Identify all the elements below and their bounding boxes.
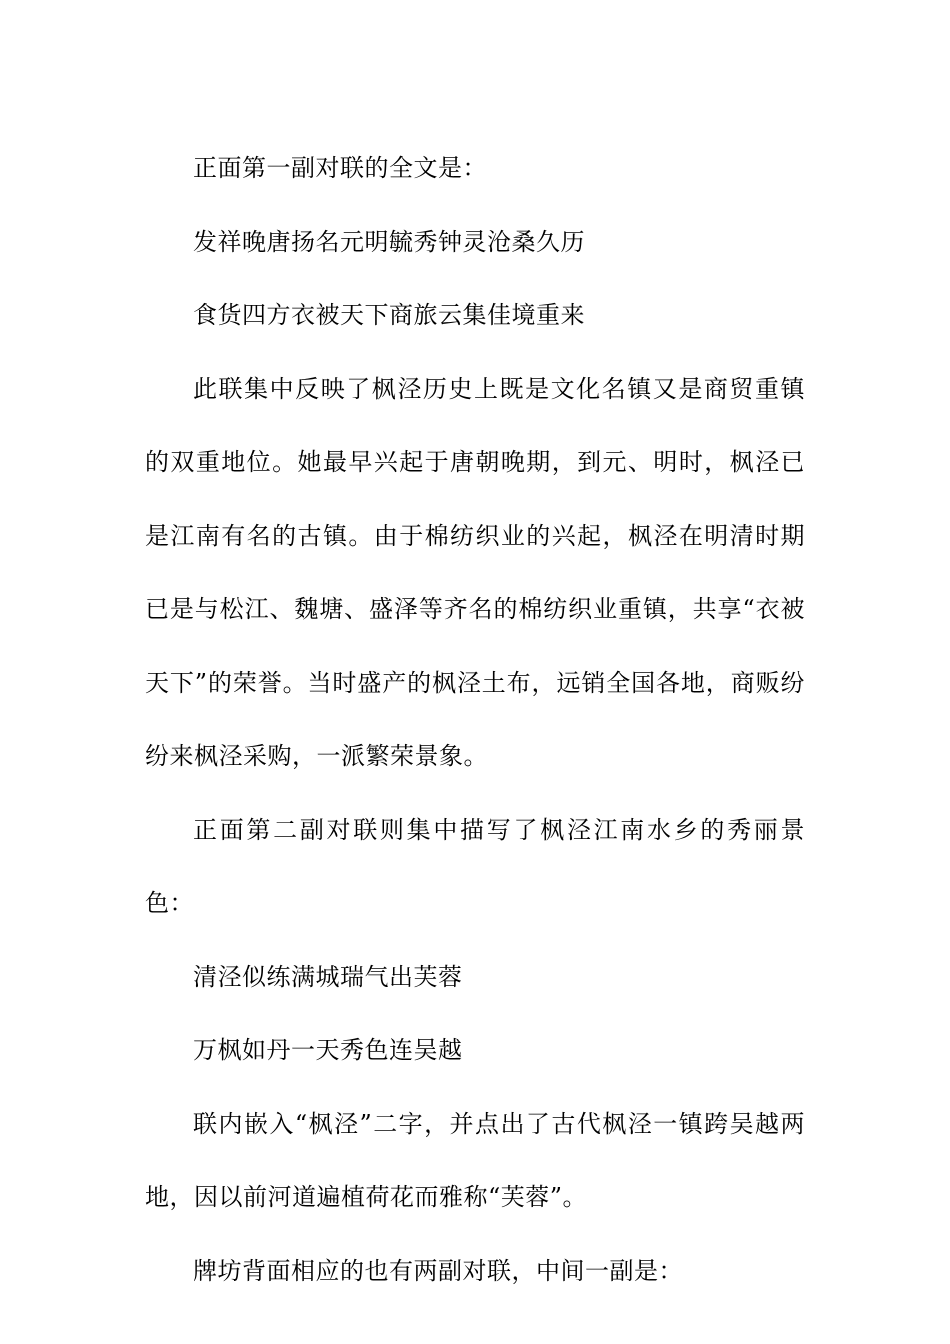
body-text xyxy=(145,132,805,1308)
couplet-line-2: 食货四方衣被天下商旅云集佳境重来 xyxy=(193,301,585,329)
paragraph-history: 此联集中反映了枫泾历史上既是文化名镇又是商贸重镇的双重地位。她最早兴起于唐朝晚期，到元、明时，枫泾已是江南有名的古镇。由于棉纺织业的兴起，枫泾在明清时期已是与松江、魏塘、盛泽等齐名的棉纺织业重镇，共享“衣被天下”的荣誉。当时盛产的枫泾土布，远销全国各地，商贩纷纷来枫泾采购，一派繁荣景象。 xyxy=(145,374,805,770)
paragraph-intro-first-couplet: 正面第一副对联的全文是： xyxy=(193,154,487,182)
couplet-line-1: 发祥晚唐扬名元明毓秀钟灵沧桑久历 xyxy=(193,227,585,256)
couplet-line-4: 万枫如丹一天秀色连吴越 xyxy=(193,1036,463,1064)
paragraph-explanation: 联内嵌入“枫泾”二字，并点出了古代枫泾一镇跨吴越两地，因以前河道遍植荷花而雅称“芙蓉”。 xyxy=(145,1109,805,1211)
paragraph-back-couplets: 牌坊背面相应的也有两副对联，中间一副是： xyxy=(193,1256,683,1285)
couplet-line-3: 清泾似练满城瑞气出芙蓉 xyxy=(193,962,463,991)
paragraph-intro-second-couplet: 正面第二副对联则集中描写了枫泾江南水乡的秀丽景色： xyxy=(145,815,805,917)
